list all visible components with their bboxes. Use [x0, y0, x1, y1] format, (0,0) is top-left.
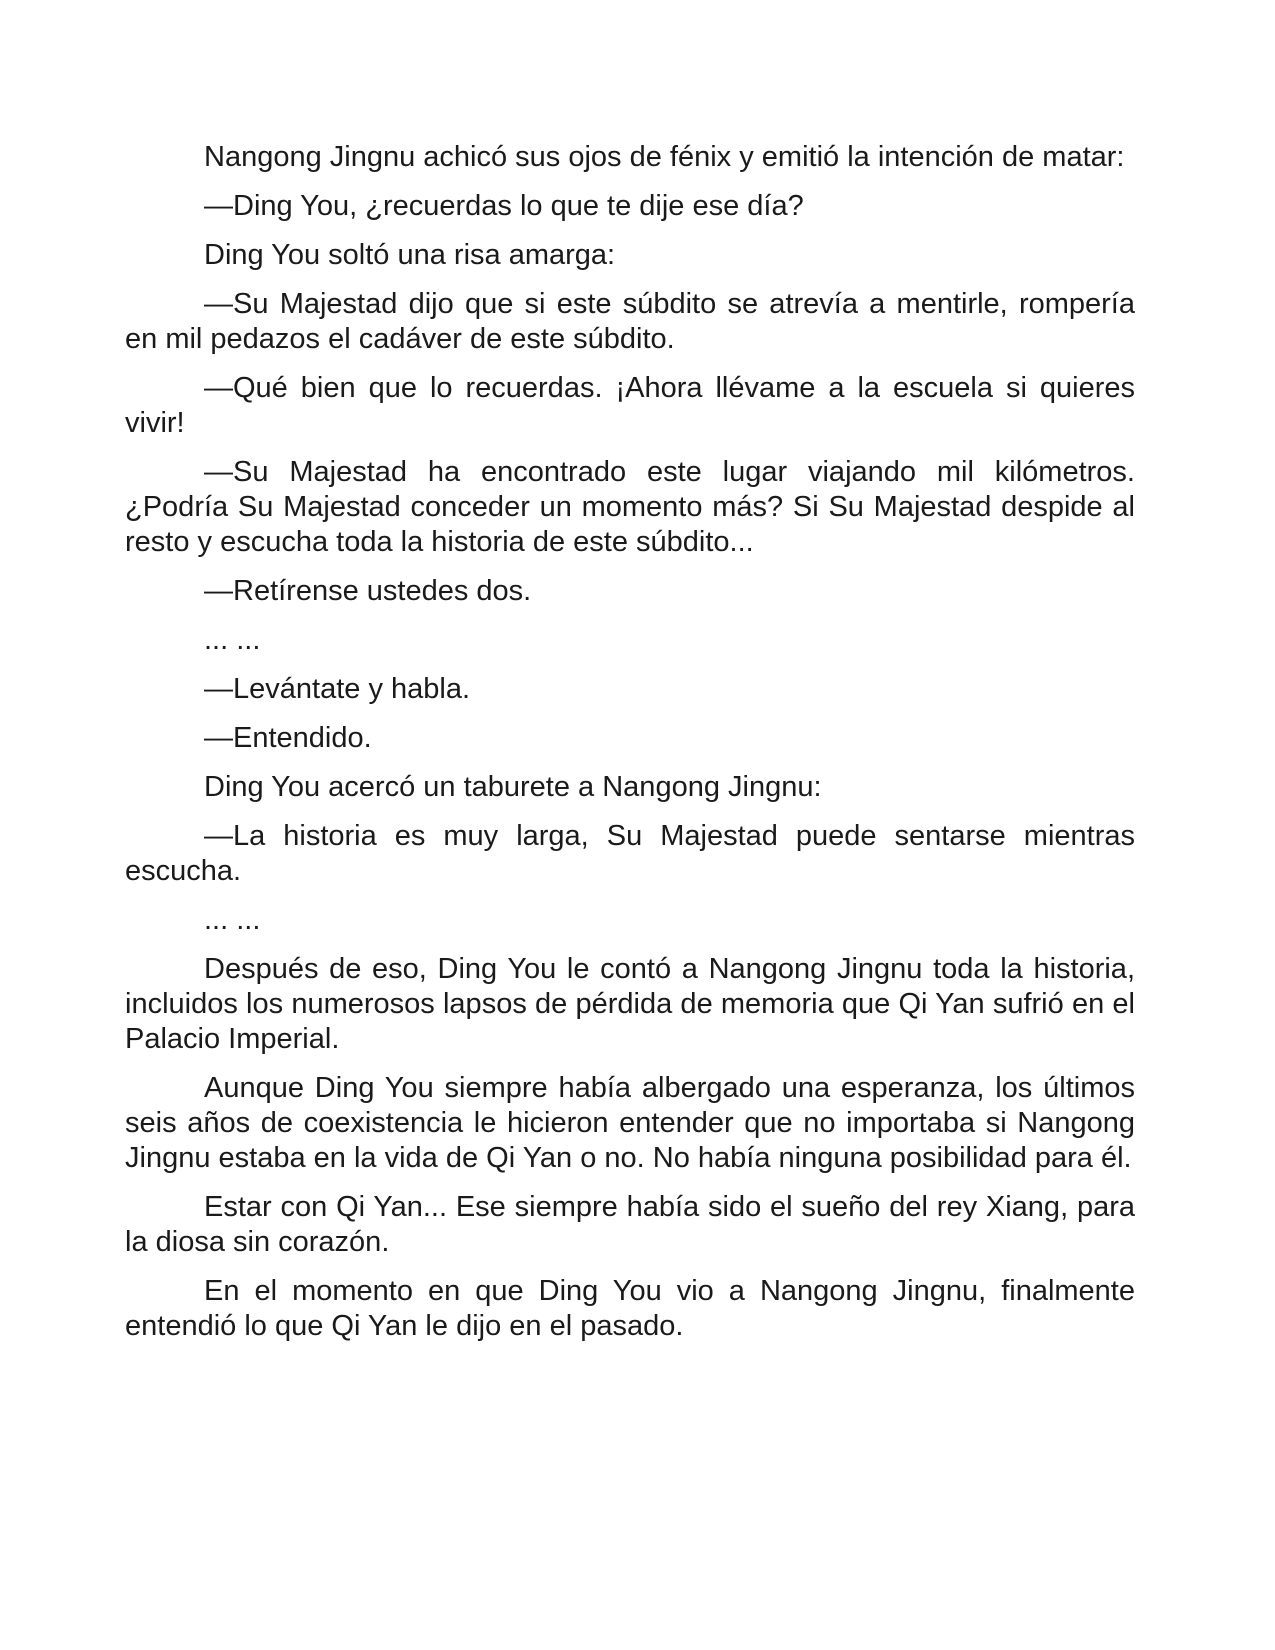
paragraph: —Su Majestad ha encontrado este lugar viajando mil kilómetros. ¿Podría Su Majestad conceder un momento más? Si Su Majestad despide al resto y escucha toda la historia de este súbdito... [125, 456, 1135, 558]
document-page [125, 140, 1135, 1358]
paragraph: —Qué bien que lo recuerdas. ¡Ahora llévame a la escuela si quieres vivir! [125, 372, 1135, 439]
paragraph: Ding You acercó un taburete a Nangong Jingnu: [204, 771, 822, 803]
paragraph: —Retírense ustedes dos. [204, 575, 532, 607]
paragraph: Ding You soltó una risa amarga: [204, 239, 616, 271]
paragraph: —Entendido. [204, 722, 372, 754]
paragraph: Nangong Jingnu achicó sus ojos de fénix y emitió la intención de matar: [204, 141, 1125, 173]
paragraph: Estar con Qi Yan... Ese siempre había sido el sueño del rey Xiang, para la diosa sin corazón. [125, 1191, 1135, 1258]
paragraph: —Ding You, ¿recuerdas lo que te dije ese día? [204, 190, 804, 222]
paragraph: —La historia es muy larga, Su Majestad puede sentarse mientras escucha. [125, 820, 1135, 887]
paragraph: —Levántate y habla. [204, 673, 471, 705]
paragraph: —Su Majestad dijo que si este súbdito se atrevía a mentirle, rompería en mil pedazos el cadáver de este súbdito. [125, 288, 1135, 355]
paragraph: En el momento en que Ding You vio a Nangong Jingnu, finalmente entendió lo que Qi Yan le dijo en el pasado. [125, 1275, 1135, 1342]
paragraph: ... ... [204, 904, 261, 936]
paragraph: ... ... [204, 624, 261, 656]
paragraph: Aunque Ding You siempre había albergado una esperanza, los últimos seis años de coexistencia le hicieron entender que no importaba si Nangong Jingnu estaba en la vida de Qi Yan o no. No había ninguna posibilidad para él. [125, 1072, 1135, 1174]
paragraph: Después de eso, Ding You le contó a Nangong Jingnu toda la historia, incluidos los numerosos lapsos de pérdida de memoria que Qi Yan sufrió en el Palacio Imperial. [125, 953, 1135, 1055]
